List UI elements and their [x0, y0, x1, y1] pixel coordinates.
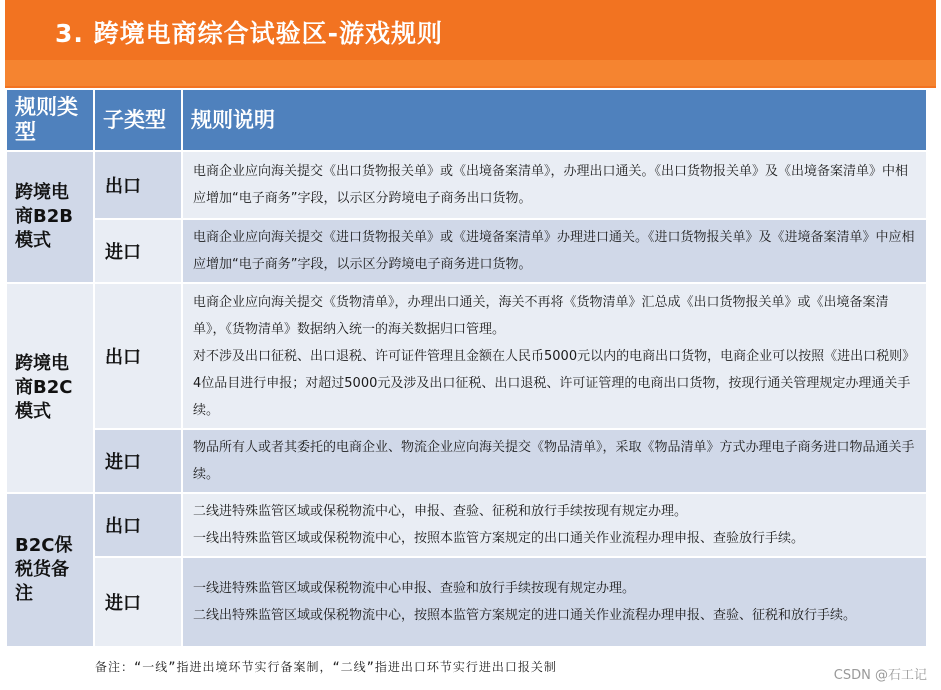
subtype-cell: 出口	[94, 493, 182, 557]
subtype-cell: 进口	[94, 219, 182, 283]
table-row	[6, 283, 927, 429]
table-header-row	[6, 89, 927, 151]
description-line: 电商企业应向海关提交《出口货物报关单》或《出境备案清单》，办理出口通关。《出口货物报关单》及《出境备案清单》中相应增加“电子商务”字段，以示区分跨境电子商务出口货物。	[193, 164, 909, 206]
rule-type-cell: B2C保税货备注	[6, 493, 94, 647]
footnote: 备注：“一线”指进出境环节实行备案制，“二线”指进出口环节实行进出口报关制	[95, 660, 557, 674]
description-cell	[182, 219, 927, 283]
subtype-cell: 进口	[94, 557, 182, 647]
header-strip	[5, 60, 936, 86]
description-cell	[182, 557, 927, 647]
description-line: 二线出特殊监管区域或保税物流中心，按照本监管方案规定的进口通关作业流程办理申报、查验、征税和放行手续。	[193, 608, 857, 623]
column-header-subtype: 子类型	[94, 89, 182, 151]
table-row	[6, 429, 927, 493]
description-line: 对不涉及出口征税、出口退税、许可证件管理且金额在人民币5000元以内的电商出口货物，电商企业可以按照《进出口税则》4位品目进行申报；对超过5000元及涉及出口征税、出口退税、许可证管理的电商出口货物，按现行通关管理规定办理通关手续。	[193, 348, 916, 418]
subtype-cell: 出口	[94, 151, 182, 219]
rule-type-cell: 跨境电商B2B模式	[6, 151, 94, 283]
description-cell	[182, 151, 927, 219]
description-cell	[182, 283, 927, 429]
description-line: 一线进特殊监管区域或保税物流中心申报、查验和放行手续按现有规定办理。	[193, 581, 636, 596]
description-line: 二线进特殊监管区域或保税物流中心，申报、查验、征税和放行手续按现有规定办理。	[193, 504, 688, 519]
table-row	[6, 557, 927, 647]
rule-type-cell: 跨境电商B2C模式	[6, 283, 94, 493]
description-line: 物品所有人或者其委托的电商企业、物流企业应向海关提交《物品清单》，采取《物品清单》方式办理电子商务进口物品通关手续。	[193, 440, 915, 482]
subtype-cell: 出口	[94, 283, 182, 429]
page-title: 3. 跨境电商综合试验区-游戏规则	[55, 19, 443, 48]
watermark: CSDN @石工记	[833, 668, 927, 683]
description-line: 电商企业应向海关提交《进口货物报关单》或《进境备案清单》办理进口通关。《进口货物报关单》及《进境备案清单》中应相应增加“电子商务”字段，以示区分跨境电子商务进口货物。	[193, 230, 915, 272]
column-header-rule-type: 规则类型	[6, 89, 94, 151]
rules-table	[5, 88, 928, 648]
description-cell	[182, 429, 927, 493]
subtype-cell: 进口	[94, 429, 182, 493]
table-row	[6, 219, 927, 283]
table-row	[6, 493, 927, 557]
description-line: 一线出特殊监管区域或保税物流中心，按照本监管方案规定的出口通关作业流程办理申报、查验放行手续。	[193, 531, 805, 546]
description-line: 电商企业应向海关提交《货物清单》，办理出口通关，海关不再将《货物清单》汇总成《出口货物报关单》或《出境备案清单》，《货物清单》数据纳入统一的海关数据归口管理。	[193, 294, 889, 337]
column-header-description: 规则说明	[182, 89, 927, 151]
table-row	[6, 151, 927, 219]
description-cell	[182, 493, 927, 557]
header-banner	[5, 0, 936, 88]
